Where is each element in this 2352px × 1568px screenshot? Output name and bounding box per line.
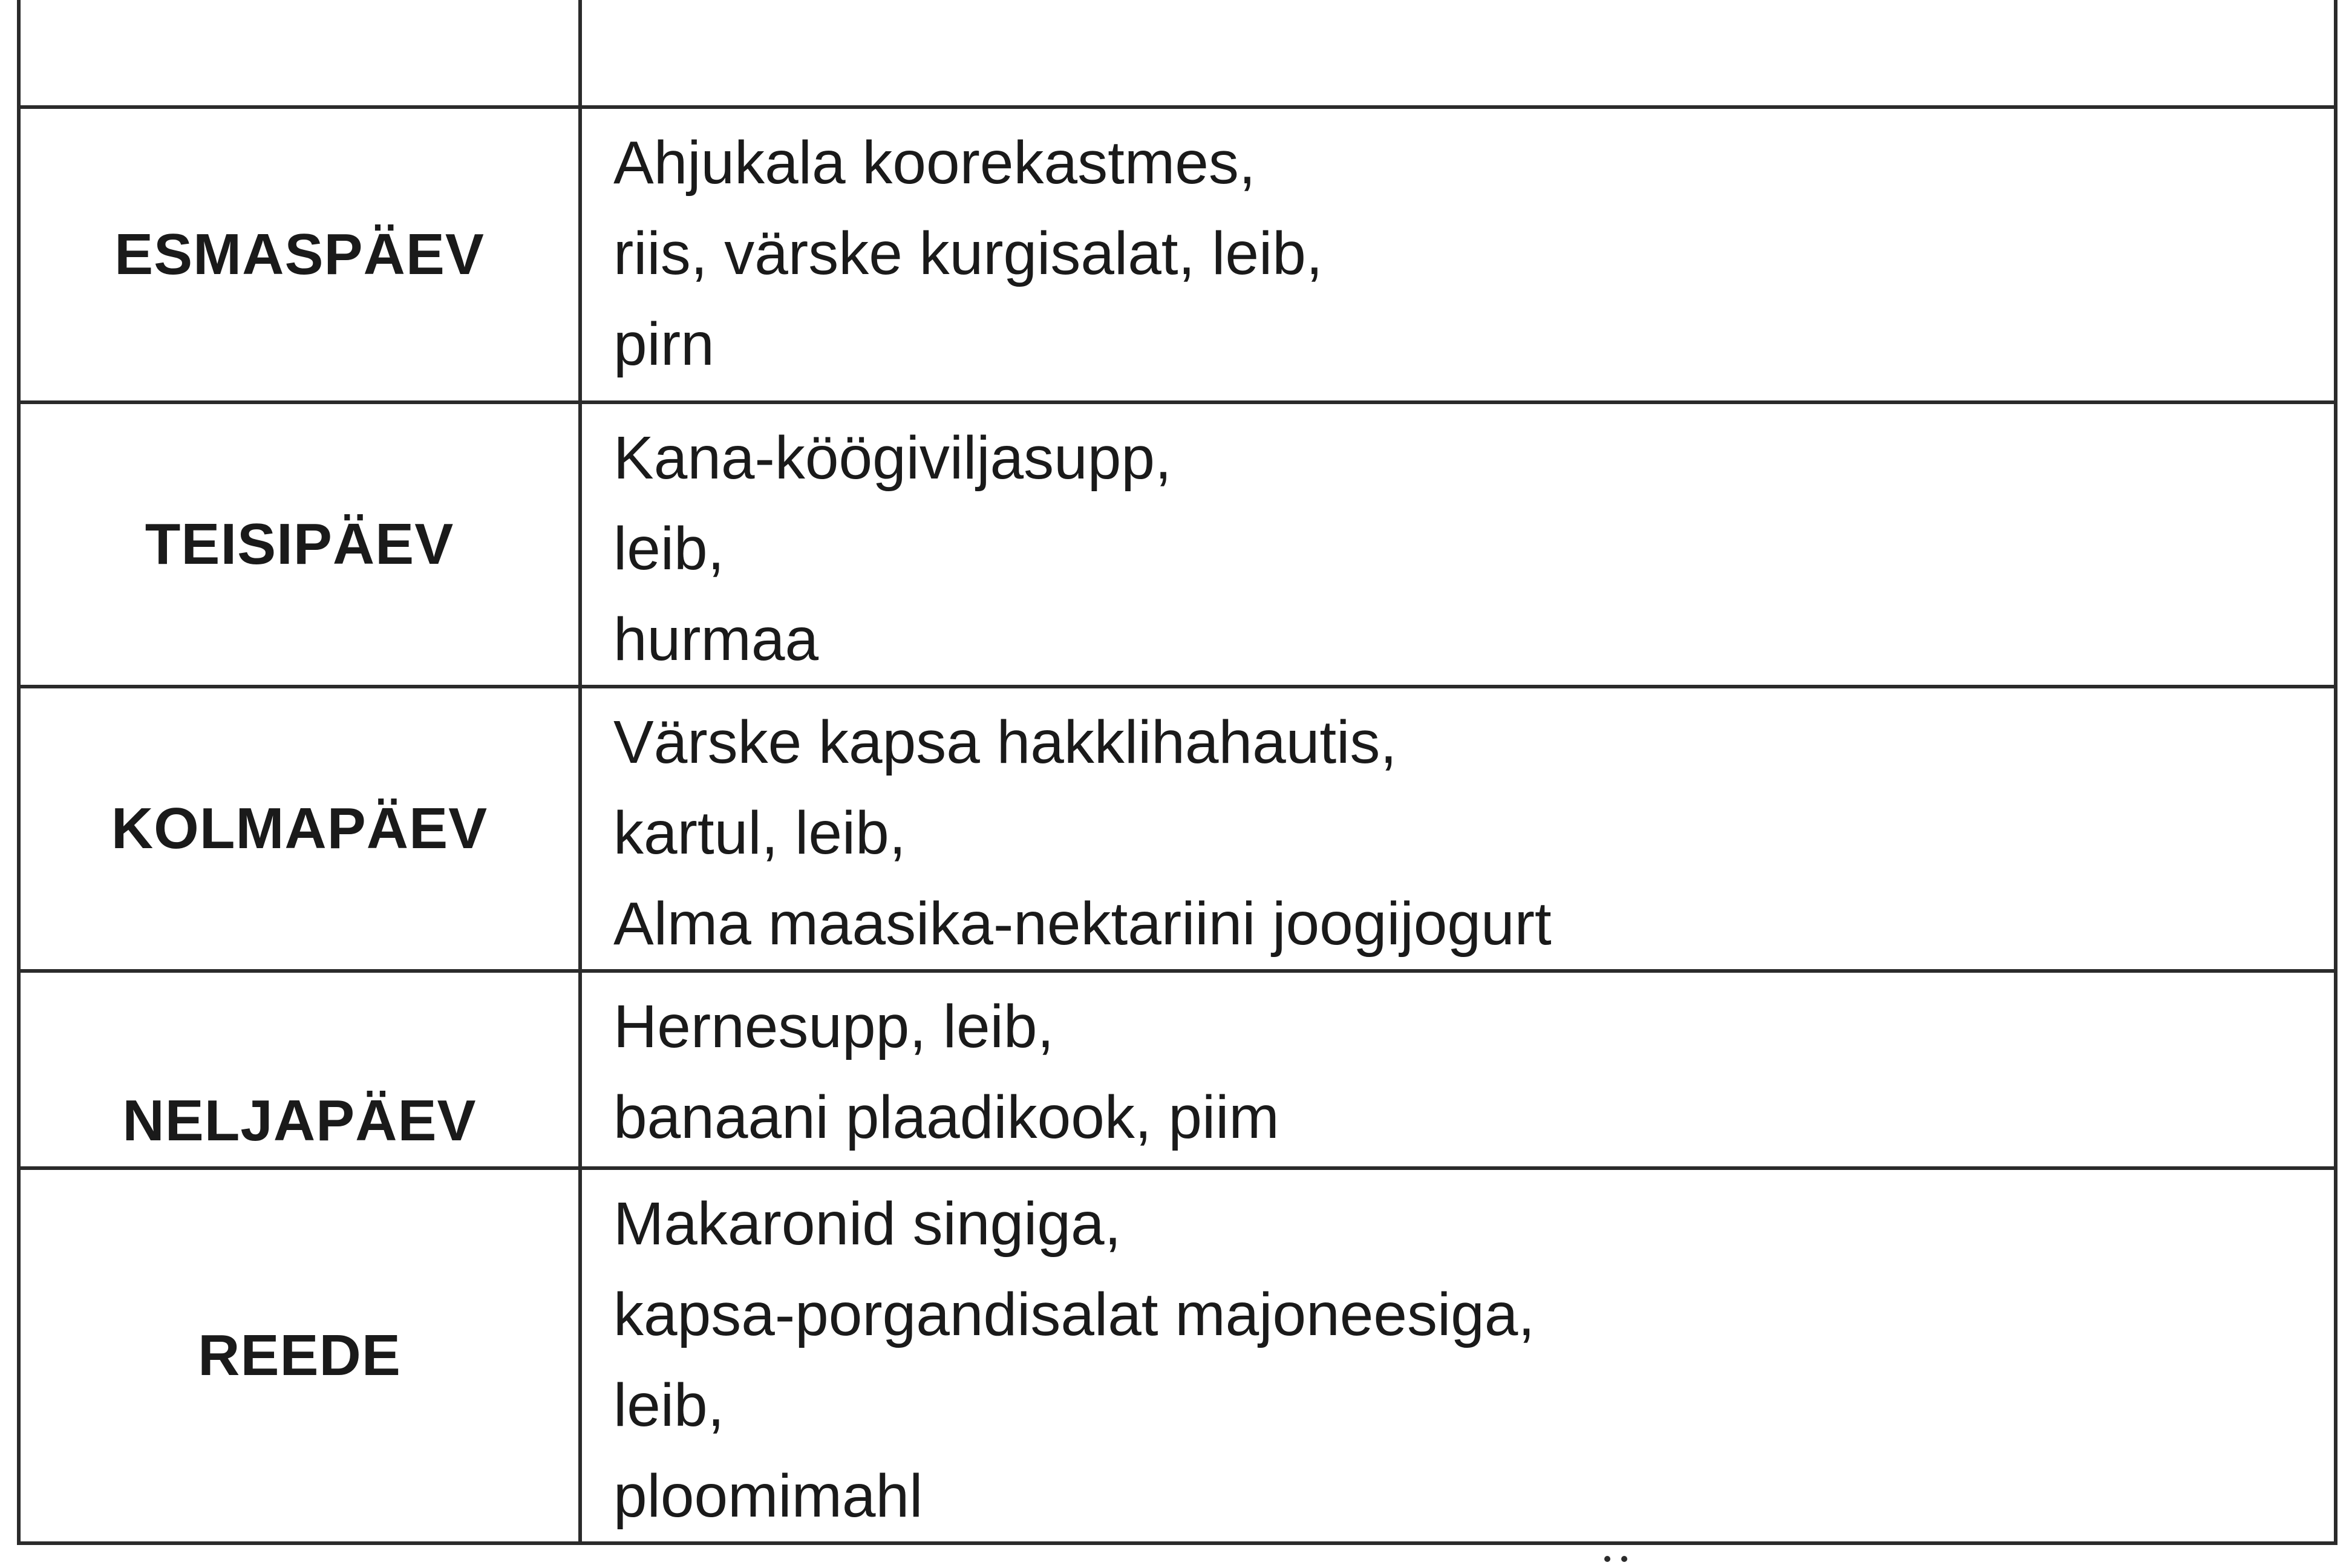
day-label-reede: REEDE <box>19 1168 580 1543</box>
clipped-text-fragment <box>1604 1556 1610 1562</box>
menu-line: pirn <box>613 310 714 378</box>
day-label-kolmapaev: KOLMAPÄEV <box>19 687 580 971</box>
weekly-menu-table <box>17 0 2337 1545</box>
table-row-neljapaev <box>19 971 2336 1168</box>
day-label-neljapaev: NELJAPÄEV <box>19 971 580 1168</box>
menu-line: Ahjukala koorekastmes, <box>613 129 1256 197</box>
menu-line: Makaronid singiga, <box>613 1190 1122 1258</box>
day-label-esmaspaev: ESMASPÄEV <box>19 107 580 402</box>
table-row-teisipaev <box>19 402 2336 687</box>
menu-line: leib, <box>613 515 725 583</box>
menu-line: kartul, leib, <box>613 799 906 867</box>
menu-line: Alma maasika-nektariini joogijogurt <box>613 890 1552 958</box>
menu-line: Hernesupp, leib, <box>613 993 1054 1060</box>
menu-line: leib, <box>613 1371 725 1439</box>
table-row-esmaspaev <box>19 107 2336 402</box>
menu-line: Värske kapsa hakklihahautis, <box>613 708 1397 776</box>
header-row <box>19 0 2336 107</box>
clipped-text-fragment <box>1621 1556 1627 1562</box>
header-cell-day <box>19 0 580 107</box>
menu-line: kapsa-porgandisalat majoneesiga, <box>613 1281 1535 1348</box>
header-cell-menu <box>580 0 2336 107</box>
menu-cell-neljapaev <box>580 971 2336 1168</box>
menu-cell-teisipaev <box>580 402 2336 687</box>
menu-line: hurmaa <box>613 606 819 673</box>
day-label-teisipaev: TEISIPÄEV <box>19 402 580 687</box>
menu-cell-reede <box>580 1168 2336 1543</box>
menu-line: riis, värske kurgisalat, leib, <box>613 220 1323 287</box>
table-row-reede <box>19 1168 2336 1543</box>
menu-cell-esmaspaev <box>580 107 2336 402</box>
menu-line: banaani plaadikook, piim <box>613 1083 1279 1151</box>
table-row-kolmapaev <box>19 687 2336 971</box>
menu-cell-kolmapaev <box>580 687 2336 971</box>
menu-line: Kana-köögiviljasupp, <box>613 424 1172 492</box>
menu-line: ploomimahl <box>613 1462 923 1530</box>
